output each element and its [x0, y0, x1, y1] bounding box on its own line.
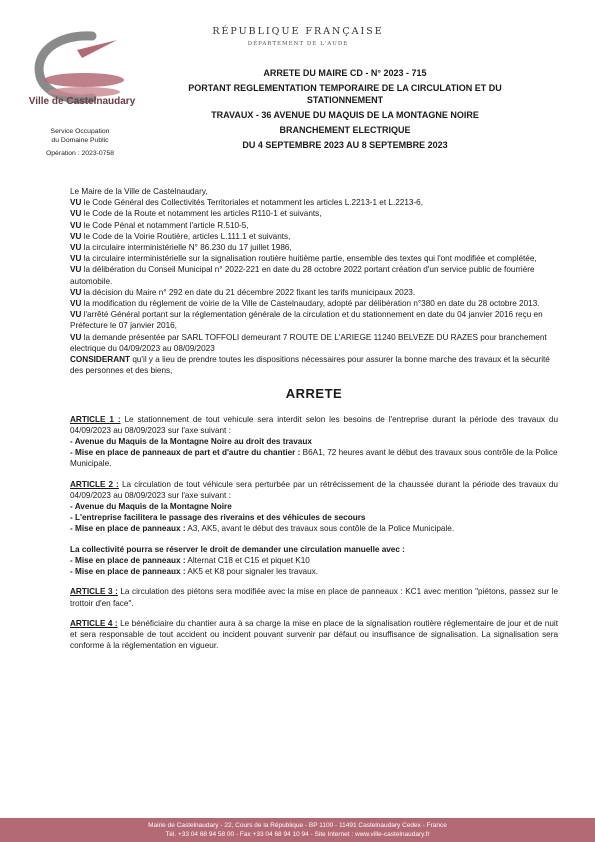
article-title: ARTICLE 4 : [70, 618, 118, 628]
service-line: du Domaine Public [51, 137, 109, 144]
vu-word: VU [70, 209, 82, 219]
vu-text: le Code de la Route et notamment les articles R110-1 et suivants, [83, 209, 322, 219]
article-text: La circulation de tout véhicule sera perturbée par un rétrécissement de la chaussée durant la période des travaux du 04/09/2023 au 08/09/2023 sur l'axe suivant : [70, 479, 558, 500]
article-text: La circulation des piétons sera modifiée avec la mise en place de panneaux : KC1 avec mention "piétons, passez sur le trottoir d'en face". [70, 587, 558, 608]
article-bullet [70, 555, 558, 566]
bullet-bold: - Mise en place de panneaux : [70, 567, 186, 577]
article-bullet [70, 523, 558, 534]
service-block [20, 127, 140, 158]
article-1 [70, 414, 558, 436]
vu-text: la décision du Maire n° 292 en date du 21 décembre 2022 fixant les tarifs municipaux 2023. [83, 287, 416, 297]
bullet-bold: - Mise en place de panneaux : [70, 555, 186, 565]
vu-item [70, 298, 558, 309]
departement-label: DÉPARTEMENT DE L'AUDE [247, 41, 349, 47]
vu-text: le Code Général des Collectivités Territoriales et notamment les articles L.2213-1 et L.2213-6, [83, 198, 424, 208]
republique-title: RÉPUBLIQUE FRANÇAISE [212, 26, 384, 37]
footer [0, 818, 595, 842]
vu-word: VU [70, 231, 82, 241]
article-text: Le stationnement de tout vehicule sera interdit selon les besoins de l'entreprise durant la période des travaux du 04/09/2023 au 08/09/2023 sur l'axe suivant : [70, 414, 559, 435]
document-body [70, 186, 558, 651]
vu-item [70, 287, 558, 298]
vu-word: VU [70, 310, 82, 320]
service-line: Service Occupation [50, 128, 110, 135]
article-bullet: - L'entreprise facilitera le passage des riverains et des véhicules de secours [70, 513, 366, 523]
article-bullet [70, 447, 558, 469]
vu-item [70, 332, 558, 354]
vu-item [70, 253, 558, 264]
bullet-rest: Alternat C18 et C15 et piquet K10 [185, 555, 310, 565]
title-line: DU 4 SEPTEMBRE 2023 AU 8 SEPTEMBRE 2023 [242, 140, 448, 150]
article-bullet [70, 566, 558, 577]
article-3 [70, 586, 558, 608]
title-line: BRANCHEMENT ELECTRIQUE [279, 125, 411, 135]
city-name: Ville de Castelnaudary [28, 96, 136, 107]
considerant-word: CONSIDERANT [70, 355, 131, 365]
vu-text: l'arrêté Général portant sur la réglementation générale de la circulation et du stationnement en date du 04 janvier 2016 reçu en Préfecture le 07 janvier 2016, [70, 310, 543, 331]
vu-word: VU [70, 198, 82, 208]
article-title: ARTICLE 2 : [70, 479, 119, 489]
vu-word: VU [70, 332, 82, 342]
article-text: Le bénéficiaire du chantier aura à sa charge la mise en place de la signalisation routière réglementaire de jour et de nuit et sera responsable de tout accident ou incident pouvant survenir par défaut ou insuffisance de signalisation. La signalisation sera conforme à la réglementation en vigueur. [70, 618, 558, 651]
vu-item [70, 208, 558, 219]
operation-number: Opération : 2023-0758 [45, 150, 115, 157]
vu-item [70, 309, 558, 331]
article-bullet: - Avenue du Maquis de la Montagne Noire [70, 502, 232, 512]
vu-text: la demande présentée par SARL TOFFOLI demeurant 7 ROUTE DE L'ARIEGE 11240 BELVEZE DU RAZES pour branchement electrique du 04/09/2023 au 08/09/2023 [70, 332, 547, 353]
vu-word: VU [70, 254, 82, 264]
vu-item [70, 197, 558, 208]
vu-text: la délibération du Conseil Municipal n° 2022-221 en date du 28 octobre 2022 portant création d'un service public de fourrière automobile. [70, 265, 535, 286]
considerant-text: qu'il y a lieu de prendre toutes les dispositions nécessaires pour assurer la bonne marche des travaux et la sécurité des personnes et des biens, [70, 355, 550, 376]
vu-text: le Code de la Voirie Routière, articles L.111.1 et suivants, [83, 231, 291, 241]
document-title [150, 67, 540, 154]
article-bullet: - Avenue du Maquis de la Montagne Noire au droit des travaux [70, 437, 312, 447]
vu-word: VU [70, 287, 82, 297]
article-4 [70, 618, 558, 652]
footer-address: Mairie de Castelnaudary - 22, Cours de la République - BP 1100 - 11491 Castelnaudary Cedex - France [148, 822, 447, 829]
title-line: ARRETE DU MAIRE CD - N° 2023 - 715 [263, 68, 427, 78]
vu-text: le Code Pénal et notamment l'article R.510-5, [83, 220, 249, 230]
arrete-heading: ARRETE [285, 386, 343, 402]
vu-text: la circulaire interministérielle sur la signalisation routière huitième partie, ensemble des textes qui l'ont modifiée et complétée, [83, 254, 537, 264]
article-title: ARTICLE 3 : [70, 587, 118, 597]
article-title: ARTICLE 1 : [70, 414, 121, 424]
vu-item [70, 264, 558, 286]
bullet-bold: - Mise en place de panneaux : [70, 524, 186, 534]
vu-list [70, 197, 558, 354]
bullet-rest: B6A1, 72 heures avant le début des travaux sous contrôle de la Police Municipale. [70, 448, 558, 469]
bullet-rest: A3, AK5, avant le début des travaux sous contôle de la Police Municipale. [185, 524, 455, 534]
title-line: PORTANT REGLEMENTATION TEMPORAIRE DE LA CIRCULATION ET DU STATIONNEMENT [188, 83, 502, 105]
bullet-bold: - Mise en place de panneaux de part et d'autre du chantier : [70, 448, 301, 458]
vu-word: VU [70, 220, 82, 230]
title-line: TRAVAUX - 36 AVENUE DU MAQUIS DE LA MONTAGNE NOIRE [211, 110, 479, 120]
article-2 [70, 479, 558, 501]
considerant [70, 354, 558, 376]
vu-word: VU [70, 265, 82, 275]
bullet-rest: AK5 et K8 pour signaler les travaux. [185, 567, 319, 577]
footer-contact: Tél. +33 04 68 94 58 00 - Fax +33 04 68 94 10 94 - Site Internet : www.ville-castelnaudary.fr [165, 831, 430, 838]
vu-word: VU [70, 299, 82, 309]
vu-text: la circulaire interministérielle N° 86.230 du 17 juillet 1986, [83, 243, 292, 253]
preamble-intro: Le Maire de la Ville de Castelnaudary, [70, 187, 208, 196]
vu-item [70, 231, 558, 242]
vu-item [70, 220, 558, 231]
vu-item [70, 242, 558, 253]
manual-circulation-note: La collectivité pourra se réserver le droit de demander une circulation manuelle avec : [70, 544, 405, 554]
vu-text: la modification du règlement de voirie de la Ville de Castelnaudary, adopté par délibération n°380 en date du 28 octobre 2013. [83, 299, 540, 309]
republique-header [190, 26, 406, 47]
vu-word: VU [70, 243, 82, 253]
